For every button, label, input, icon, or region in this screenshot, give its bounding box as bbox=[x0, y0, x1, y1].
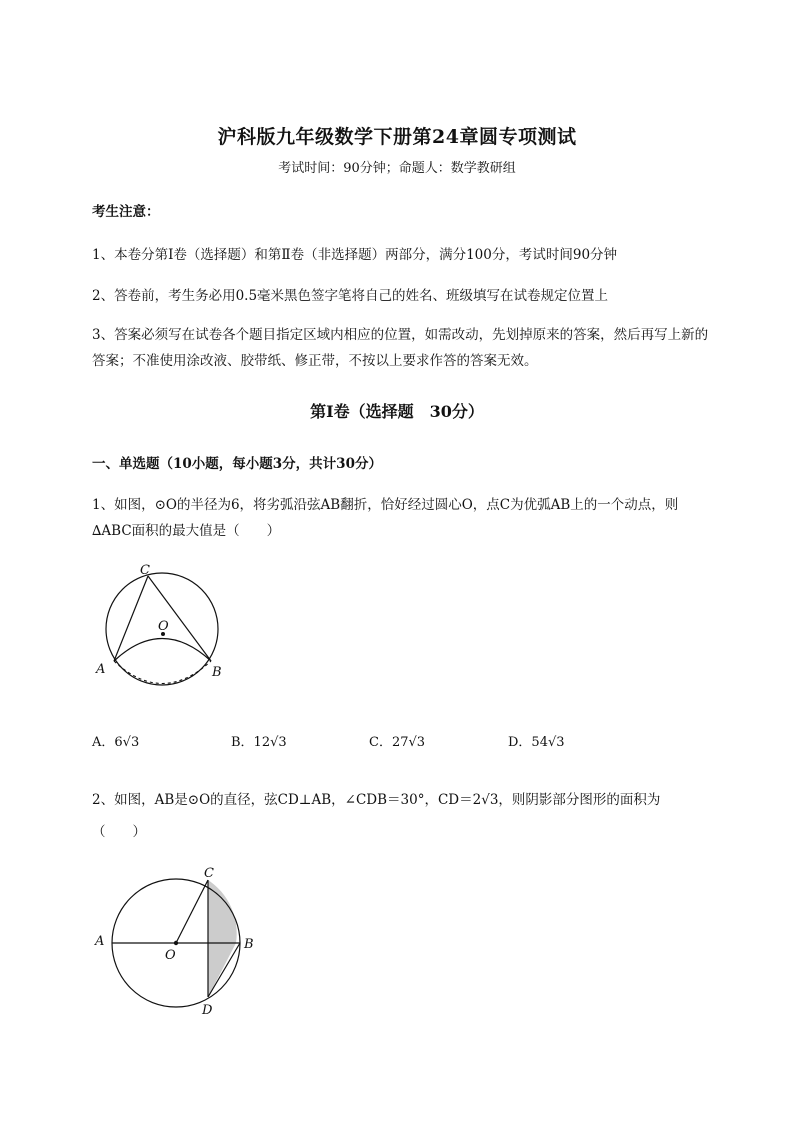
label-b: B bbox=[244, 937, 254, 952]
option-b[interactable]: B．12√3 bbox=[231, 735, 287, 750]
label-o: O bbox=[158, 619, 169, 634]
question-2-line-2: （ ） bbox=[92, 824, 146, 840]
label-b: B bbox=[212, 665, 222, 680]
exam-info: 考试时间：90分钟；命题人：数学教研组 bbox=[278, 161, 516, 176]
label-c: C bbox=[204, 866, 214, 881]
notice-item-3: 3、答案必须写在试卷各个题目指定区域内相应的位置，如需改动，先划掉原来的答案，然后再写上新的答案；不准使用涂改液、胶带纸、修正带，不按以上要求作答的答案无效。 bbox=[92, 327, 709, 369]
shaded-region bbox=[208, 880, 237, 997]
option-a[interactable]: A．6√3 bbox=[92, 735, 140, 750]
question-1-figure bbox=[92, 560, 242, 690]
notice-item-2: 2、答卷前，考生务必用0.5毫米黑色签字笔将自己的姓名、班级填写在试卷规定位置上 bbox=[92, 288, 609, 304]
option-d[interactable]: D．54√3 bbox=[508, 735, 565, 750]
question-1-line-2: ∆ABC面积的最大值是（ ） bbox=[92, 523, 281, 539]
label-a: A bbox=[96, 662, 106, 677]
option-c[interactable]: C．27√3 bbox=[369, 735, 426, 750]
minor-arc-dashed bbox=[114, 661, 211, 684]
label-c: C bbox=[140, 563, 150, 578]
question-2-line-1: 2、如图，AB是⊙O的直径，弦CD⊥AB，∠CDB＝30°，CD＝2√3，则阴影部分图形的面积为 bbox=[92, 792, 661, 808]
label-d: D bbox=[202, 1003, 213, 1018]
part-heading: 一、单选题（10小题，每小题3分，共计30分） bbox=[92, 456, 382, 472]
notice-heading: 考生注意： bbox=[92, 204, 160, 220]
radius-oc bbox=[176, 880, 208, 943]
notice-item-1: 1、本卷分第I卷（选择题）和第Ⅱ卷（非选择题）两部分，满分100分，考试时间90分钟 bbox=[92, 247, 618, 263]
label-a: A bbox=[95, 934, 105, 949]
section-title: 第I卷（选择题 30分） bbox=[310, 402, 484, 421]
page-title: 沪科版九年级数学下册第24章圆专项测试 bbox=[217, 126, 577, 148]
label-o: O bbox=[165, 948, 176, 963]
question-2-figure bbox=[92, 864, 272, 1024]
center-point bbox=[174, 941, 178, 945]
question-1-line-1: 1、如图，⊙O的半径为6，将劣弧沿弦AB翻折，恰好经过圆心O，点C为优弧AB上的一个动点，则 bbox=[92, 497, 679, 513]
